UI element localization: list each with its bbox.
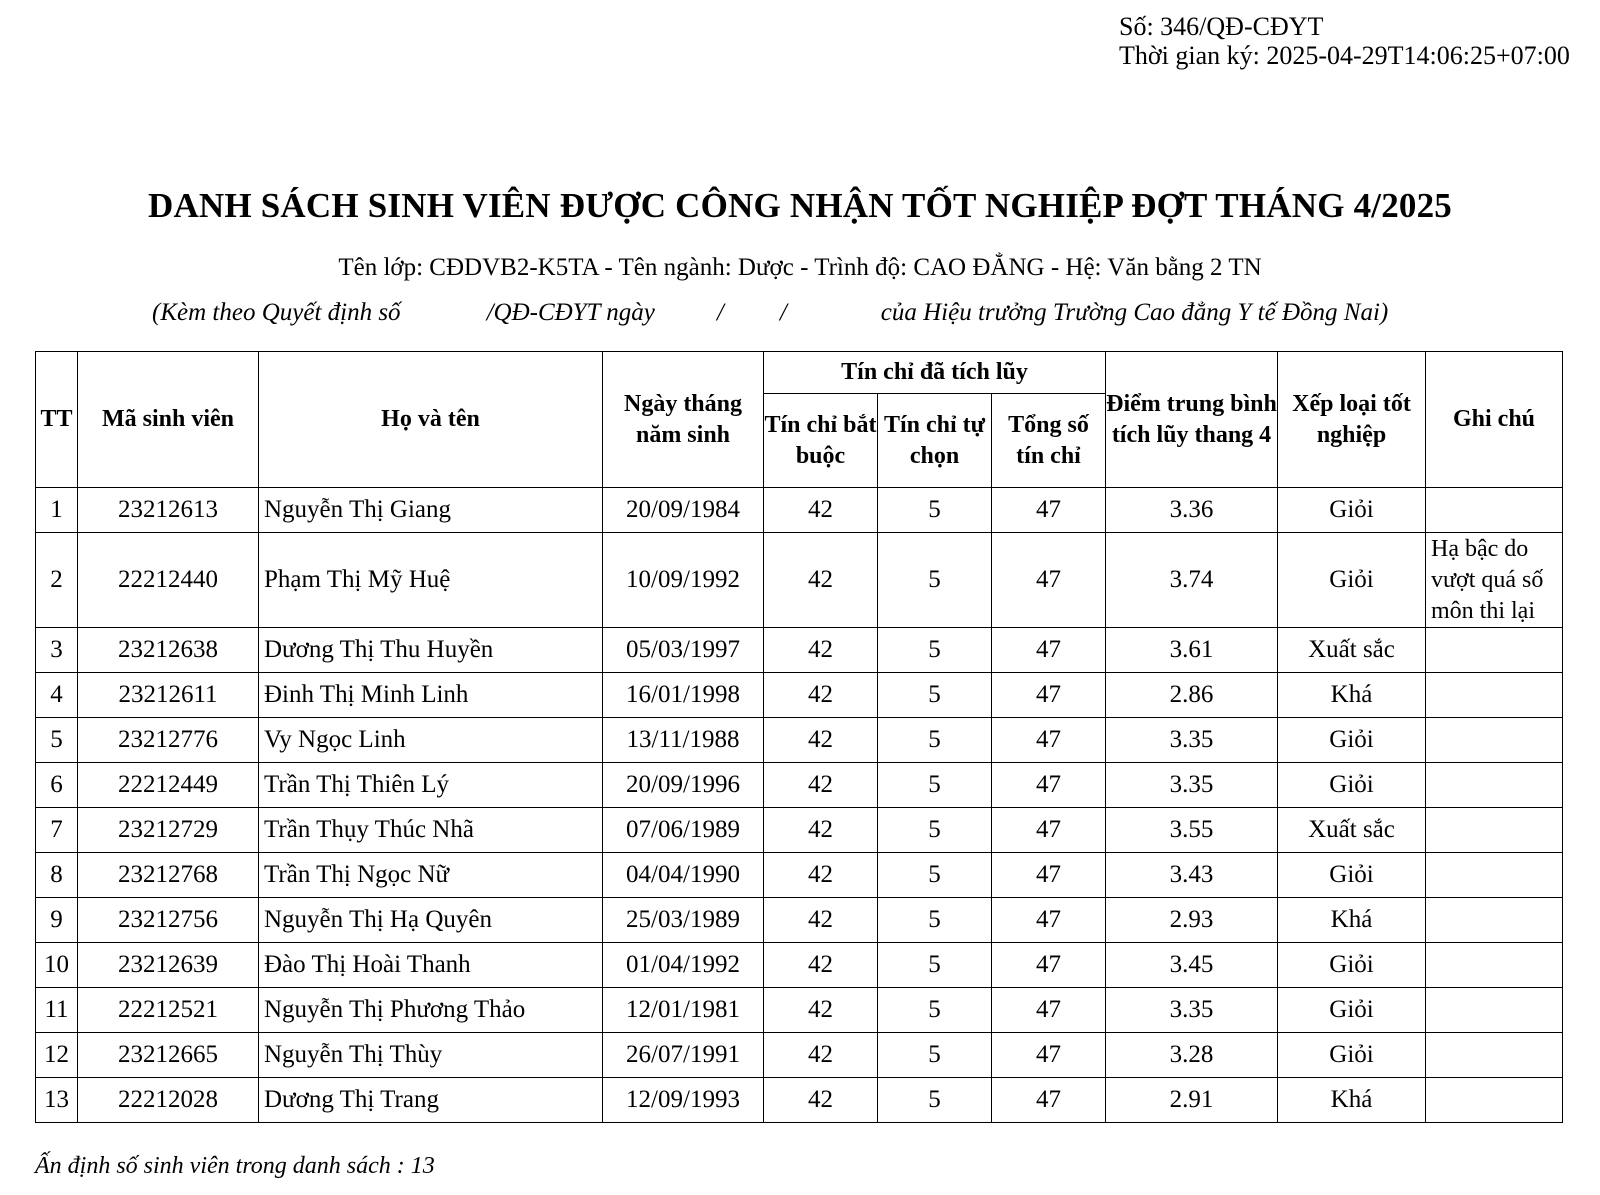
cell-note: [1426, 1078, 1563, 1123]
table-row: [36, 853, 1563, 898]
cell-credits-elective: 5: [878, 1078, 992, 1123]
cell-gpa: 3.35: [1106, 988, 1278, 1033]
cell-credits-elective: 5: [878, 488, 992, 533]
cell-full-name: Nguyễn Thị Giang: [259, 488, 603, 533]
cell-tt: 2: [36, 533, 78, 628]
table-row: [36, 1033, 1563, 1078]
cell-student-id: 23212729: [78, 808, 259, 853]
cell-student-id: 23212776: [78, 718, 259, 763]
header-credits-required: Tín chỉ bắt buộc: [764, 394, 878, 488]
cell-gpa: 3.61: [1106, 628, 1278, 673]
cell-credits-required: 42: [764, 943, 878, 988]
cell-classification: Giỏi: [1278, 943, 1426, 988]
cell-credits-required: 42: [764, 898, 878, 943]
cell-credits-total: 47: [992, 763, 1106, 808]
cell-tt: 1: [36, 488, 78, 533]
cell-credits-elective: 5: [878, 943, 992, 988]
cell-full-name: Phạm Thị Mỹ Huệ: [259, 533, 603, 628]
cell-credits-total: 47: [992, 988, 1106, 1033]
cell-credits-elective: 5: [878, 988, 992, 1033]
cell-credits-total: 47: [992, 943, 1106, 988]
cell-student-id: 23212768: [78, 853, 259, 898]
table-body: [36, 488, 1563, 1123]
cell-full-name: Nguyễn Thị Phương Thảo: [259, 988, 603, 1033]
cell-classification: Giỏi: [1278, 988, 1426, 1033]
footer-count: Ấn định số sinh viên trong danh sách : 13: [35, 1153, 435, 1179]
table-row: [36, 808, 1563, 853]
cell-student-id: 23212756: [78, 898, 259, 943]
cell-note: [1426, 673, 1563, 718]
cell-credits-required: 42: [764, 988, 878, 1033]
cell-classification: Xuất sắc: [1278, 808, 1426, 853]
cell-credits-total: 47: [992, 853, 1106, 898]
cell-gpa: 2.86: [1106, 673, 1278, 718]
cell-dob: 16/01/1998: [603, 673, 764, 718]
cell-gpa: 3.28: [1106, 1033, 1278, 1078]
decree-part-2: /QĐ-CĐYT ngày: [486, 299, 655, 326]
table-row: [36, 763, 1563, 808]
cell-student-id: 23212665: [78, 1033, 259, 1078]
cell-note: [1426, 1033, 1563, 1078]
cell-tt: 3: [36, 628, 78, 673]
decree-part-1: (Kèm theo Quyết định số: [152, 299, 401, 326]
cell-note: [1426, 898, 1563, 943]
decision-number: Số: 346/QĐ-CĐYT: [1119, 12, 1324, 41]
cell-credits-required: 42: [764, 673, 878, 718]
cell-note: [1426, 628, 1563, 673]
cell-credits-elective: 5: [878, 898, 992, 943]
header-credits-elective: Tín chỉ tự chọn: [878, 394, 992, 488]
cell-dob: 20/09/1984: [603, 488, 764, 533]
class-info: Tên lớp: CĐDVB2-K5TA - Tên ngành: Dược - Trình độ: CAO ĐẲNG - Hệ: Văn bằng 2 TN: [338, 254, 1262, 281]
cell-credits-total: 47: [992, 1033, 1106, 1078]
cell-credits-elective: 5: [878, 763, 992, 808]
cell-credits-elective: 5: [878, 628, 992, 673]
cell-tt: 6: [36, 763, 78, 808]
cell-student-id: 23212639: [78, 943, 259, 988]
cell-credits-required: 42: [764, 763, 878, 808]
cell-credits-total: 47: [992, 488, 1106, 533]
cell-credits-total: 47: [992, 628, 1106, 673]
cell-classification: Khá: [1278, 898, 1426, 943]
cell-note: [1426, 853, 1563, 898]
cell-full-name: Đinh Thị Minh Linh: [259, 673, 603, 718]
cell-student-id: 22212449: [78, 763, 259, 808]
cell-credits-total: 47: [992, 718, 1106, 763]
cell-note: [1426, 988, 1563, 1033]
cell-classification: Giỏi: [1278, 488, 1426, 533]
cell-gpa: 3.35: [1106, 718, 1278, 763]
cell-student-id: 22212440: [78, 533, 259, 628]
cell-dob: 12/09/1993: [603, 1078, 764, 1123]
cell-tt: 7: [36, 808, 78, 853]
cell-note: [1426, 943, 1563, 988]
cell-dob: 05/03/1997: [603, 628, 764, 673]
cell-credits-required: 42: [764, 808, 878, 853]
cell-full-name: Trần Thụy Thúc Nhã: [259, 808, 603, 853]
cell-note: Hạ bậc do vượt quá số môn thi lại: [1426, 533, 1563, 628]
cell-full-name: Dương Thị Thu Huyền: [259, 628, 603, 673]
table-row: [36, 1078, 1563, 1123]
cell-student-id: 23212613: [78, 488, 259, 533]
cell-full-name: Trần Thị Thiên Lý: [259, 763, 603, 808]
header-note: Ghi chú: [1426, 352, 1563, 488]
signature-block: [1119, 12, 1570, 70]
cell-note: [1426, 488, 1563, 533]
table-row: [36, 943, 1563, 988]
decree-reference: [152, 299, 1388, 327]
header-tt: TT: [36, 352, 78, 488]
header-dob: Ngày tháng năm sinh: [603, 352, 764, 488]
table-row: [36, 488, 1563, 533]
decree-slash-1: /: [716, 299, 724, 326]
decree-part-3: của Hiệu trưởng Trường Cao đẳng Y tế Đồng Nai): [880, 299, 1389, 326]
cell-dob: 12/01/1981: [603, 988, 764, 1033]
cell-credits-required: 42: [764, 718, 878, 763]
cell-dob: 20/09/1996: [603, 763, 764, 808]
cell-classification: Giỏi: [1278, 853, 1426, 898]
graduates-table: [35, 351, 1563, 1123]
cell-full-name: Trần Thị Ngọc Nữ: [259, 853, 603, 898]
table-row: [36, 718, 1563, 763]
decree-slash-2: /: [779, 299, 787, 326]
cell-credits-total: 47: [992, 673, 1106, 718]
page-title: DANH SÁCH SINH VIÊN ĐƯỢC CÔNG NHẬN TỐT NGHIỆP ĐỢT THÁNG 4/2025: [147, 186, 1453, 225]
header-credits-group: Tín chỉ đã tích lũy: [764, 352, 1106, 394]
cell-tt: 8: [36, 853, 78, 898]
cell-full-name: Vy Ngọc Linh: [259, 718, 603, 763]
cell-credits-elective: 5: [878, 673, 992, 718]
cell-credits-required: 42: [764, 1033, 878, 1078]
table-row: [36, 898, 1563, 943]
cell-tt: 13: [36, 1078, 78, 1123]
cell-full-name: Nguyễn Thị Thùy: [259, 1033, 603, 1078]
cell-credits-elective: 5: [878, 808, 992, 853]
header-gpa: Điểm trung bình tích lũy thang 4: [1106, 352, 1278, 488]
cell-tt: 5: [36, 718, 78, 763]
header-full-name: Họ và tên: [259, 352, 603, 488]
table-row: [36, 673, 1563, 718]
cell-gpa: 3.45: [1106, 943, 1278, 988]
cell-dob: 10/09/1992: [603, 533, 764, 628]
cell-dob: 07/06/1989: [603, 808, 764, 853]
cell-gpa: 3.55: [1106, 808, 1278, 853]
cell-tt: 11: [36, 988, 78, 1033]
cell-classification: Khá: [1278, 673, 1426, 718]
cell-dob: 13/11/1988: [603, 718, 764, 763]
cell-tt: 9: [36, 898, 78, 943]
table-row: [36, 533, 1563, 628]
cell-credits-required: 42: [764, 488, 878, 533]
cell-credits-required: 42: [764, 628, 878, 673]
cell-gpa: 2.93: [1106, 898, 1278, 943]
cell-classification: Khá: [1278, 1078, 1426, 1123]
cell-note: [1426, 808, 1563, 853]
cell-credits-required: 42: [764, 1078, 878, 1123]
cell-gpa: 2.91: [1106, 1078, 1278, 1123]
cell-classification: Giỏi: [1278, 1033, 1426, 1078]
cell-tt: 4: [36, 673, 78, 718]
header-classification: Xếp loại tốt nghiệp: [1278, 352, 1426, 488]
cell-credits-elective: 5: [878, 853, 992, 898]
cell-classification: Giỏi: [1278, 533, 1426, 628]
cell-student-id: 23212611: [78, 673, 259, 718]
cell-credits-total: 47: [992, 1078, 1106, 1123]
cell-credits-required: 42: [764, 533, 878, 628]
cell-student-id: 23212638: [78, 628, 259, 673]
cell-credits-total: 47: [992, 533, 1106, 628]
cell-full-name: Nguyễn Thị Hạ Quyên: [259, 898, 603, 943]
cell-credits-total: 47: [992, 808, 1106, 853]
cell-gpa: 3.43: [1106, 853, 1278, 898]
cell-classification: Giỏi: [1278, 718, 1426, 763]
header-credits-total: Tổng số tín chỉ: [992, 394, 1106, 488]
cell-student-id: 22212028: [78, 1078, 259, 1123]
cell-dob: 01/04/1992: [603, 943, 764, 988]
cell-full-name: Dương Thị Trang: [259, 1078, 603, 1123]
cell-dob: 25/03/1989: [603, 898, 764, 943]
cell-credits-total: 47: [992, 898, 1106, 943]
cell-gpa: 3.36: [1106, 488, 1278, 533]
signed-time: Thời gian ký: 2025-04-29T14:06:25+07:00: [1119, 41, 1570, 70]
cell-note: [1426, 763, 1563, 808]
cell-credits-elective: 5: [878, 718, 992, 763]
cell-gpa: 3.74: [1106, 533, 1278, 628]
cell-dob: 04/04/1990: [603, 853, 764, 898]
cell-tt: 12: [36, 1033, 78, 1078]
cell-note: [1426, 718, 1563, 763]
cell-credits-elective: 5: [878, 533, 992, 628]
header-student-id: Mã sinh viên: [78, 352, 259, 488]
cell-tt: 10: [36, 943, 78, 988]
cell-credits-required: 42: [764, 853, 878, 898]
cell-credits-elective: 5: [878, 1033, 992, 1078]
cell-full-name: Đào Thị Hoài Thanh: [259, 943, 603, 988]
cell-dob: 26/07/1991: [603, 1033, 764, 1078]
table-row: [36, 628, 1563, 673]
cell-gpa: 3.35: [1106, 763, 1278, 808]
cell-classification: Xuất sắc: [1278, 628, 1426, 673]
cell-student-id: 22212521: [78, 988, 259, 1033]
cell-classification: Giỏi: [1278, 763, 1426, 808]
table-row: [36, 988, 1563, 1033]
